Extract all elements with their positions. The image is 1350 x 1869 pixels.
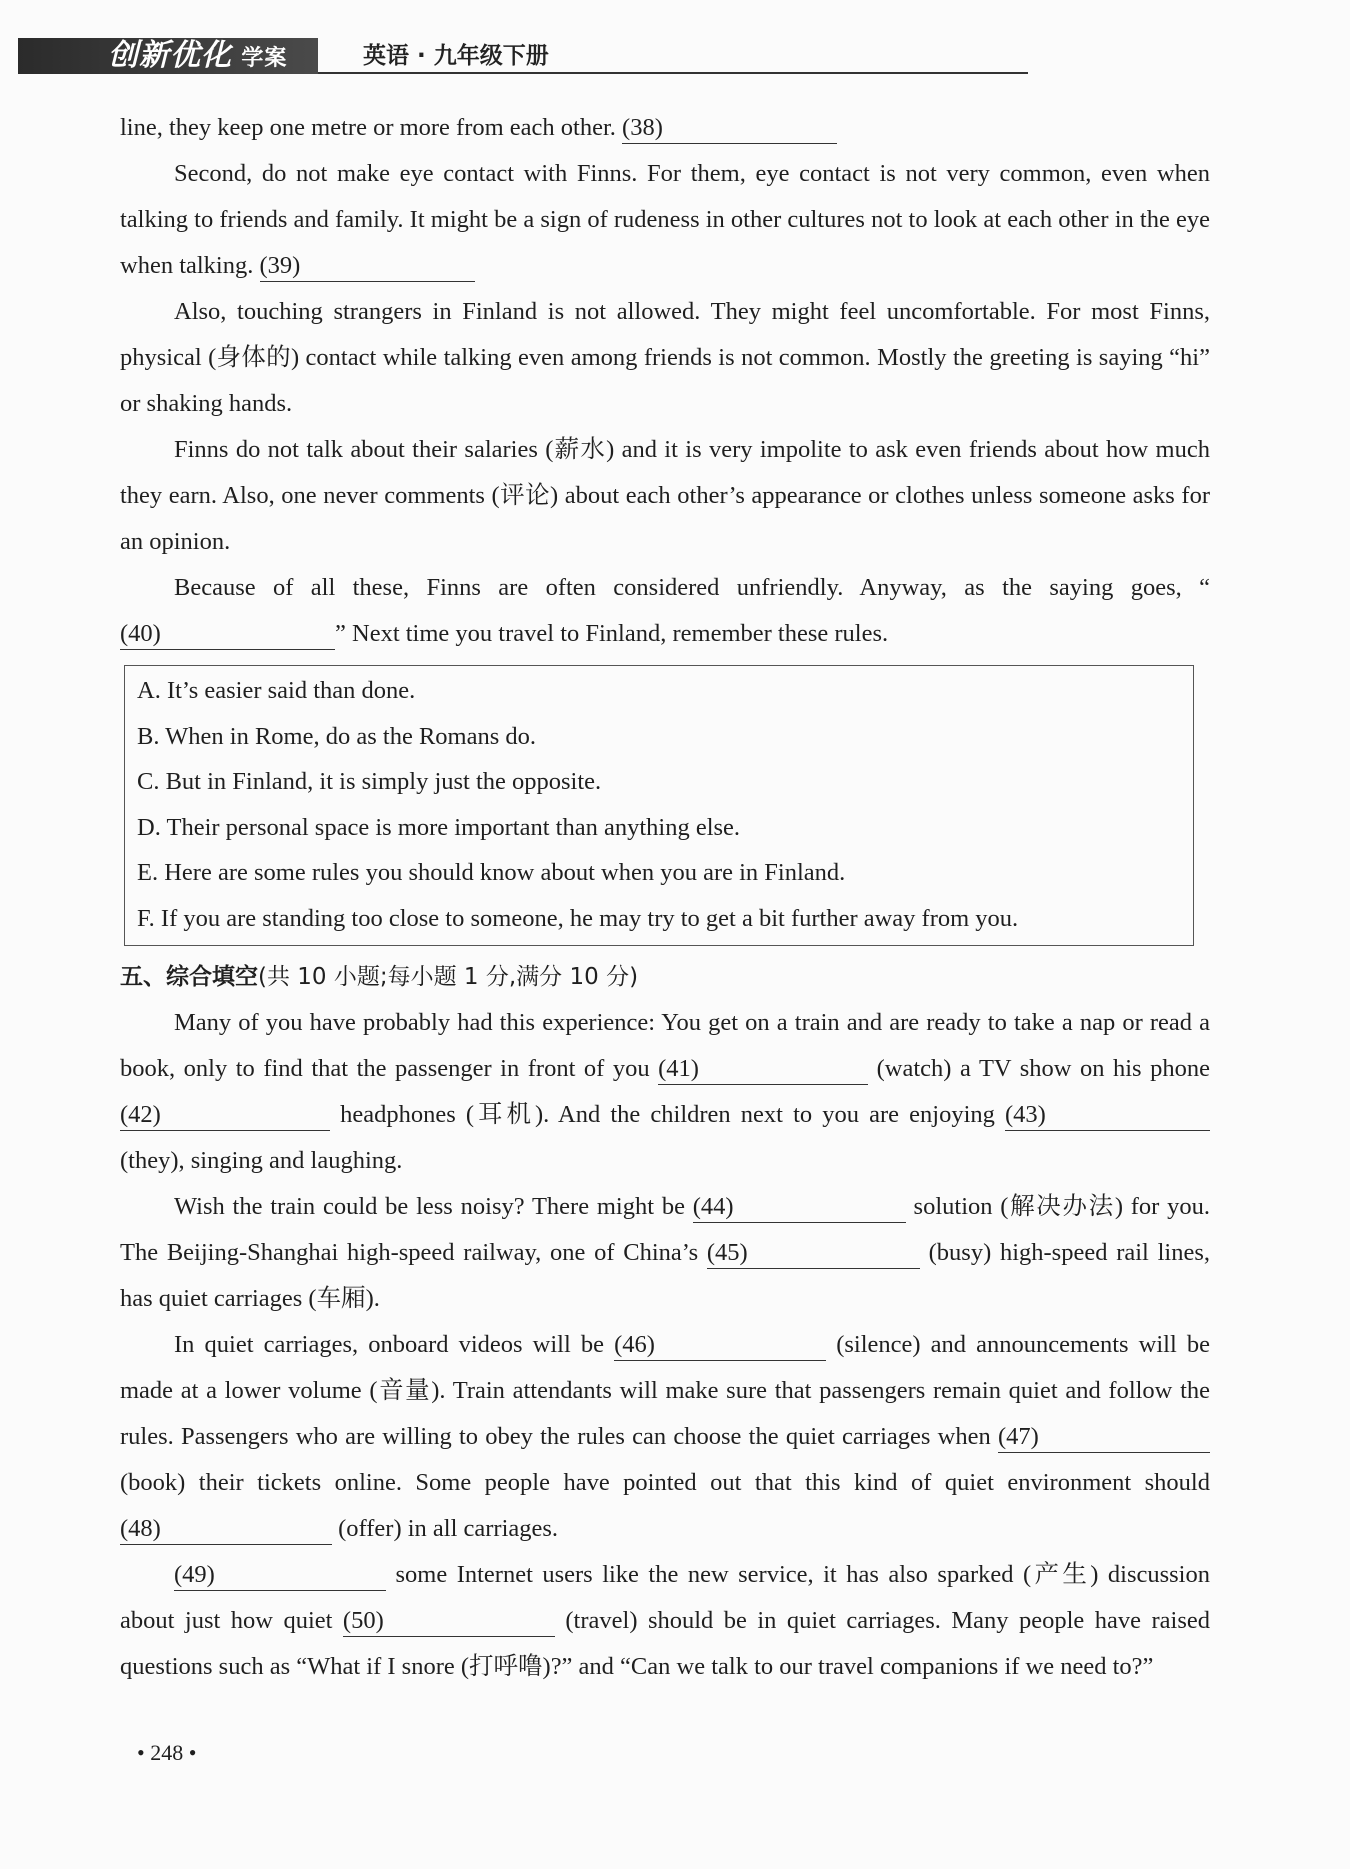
blank-41[interactable]: (41) — [658, 1054, 868, 1085]
paragraph-1: line, they keep one metre or more from each other. (38) — [120, 105, 1210, 151]
paragraph-2: Second, do not make eye contact with Finns. For them, eye contact is not very common, even when talking to friends and family. It might be a sign of rudeness in other cultures not to look at each other in the eye when talking. (39) — [120, 151, 1210, 289]
cloze-paragraph-4: (49) some Internet users like the new service, it has also sparked (产生) discussion about just how quiet (50) (travel) should be in quiet carriages. Many people have raised questions such as “What if I snore (打呼噜)?” and “Can we talk to our travel companions if we need to?” — [120, 1561, 1211, 1680]
blank-44[interactable]: (44) — [693, 1192, 906, 1223]
blank-46[interactable]: (46) — [614, 1330, 826, 1361]
cloze-paragraph-1: Many of you have probably had this experience: You get on a train and are ready to take a nap or read a book, only to find that the passenger in front of you (41) (watch) a TV show on his phone (42) headphones (耳机). And the children next to you are enjoying (43) (they), singing and laughing. — [120, 1009, 1210, 1174]
cloze-paragraph-2: Wish the train could be less noisy? There might be (44) solution (解决办法) for you. The Beijing-Shanghai high-speed railway, one of China’s (45) (busy) high-speed rail lines, has quiet carriages (车厢). — [120, 1193, 1211, 1312]
option-b: B. When in Rome, do as the Romans do. — [137, 722, 536, 750]
section-5-heading: 五、综合填空(共 10 小题;每小题 1 分,满分 10 分) — [120, 964, 639, 990]
option-d: D. Their personal space is more important than anything else. — [137, 813, 741, 841]
brand-main: 创新优化 — [108, 38, 232, 73]
options-box — [124, 665, 1194, 946]
cloze-paragraph-3: In quiet carriages, onboard videos will be (46) (silence) and announcements will be made at a lower volume (音量). Train attendants will make sure that passengers remain quiet and follow the rules. Passengers who are willing to obey the rules can choose the quiet carriages when (47) (book) their tickets online. Some people have pointed out that this kind of quiet environment should (48) (offer) in all carriages. — [120, 1322, 1210, 1552]
blank-48[interactable]: (48) — [120, 1514, 332, 1545]
blank-43[interactable]: (43) — [1005, 1100, 1210, 1131]
page-number: • 248 • — [137, 1740, 197, 1765]
brand-banner — [18, 38, 318, 74]
option-a: A. It’s easier said than done. — [137, 677, 416, 704]
option-c: C. But in Finland, it is simply just the opposite. — [137, 768, 602, 795]
blank-38[interactable]: (38) — [622, 113, 837, 144]
page-header — [18, 38, 1028, 74]
paragraph-3: Also, touching strangers in Finland is not allowed. They might feel uncomfortable. For most Finns, physical (身体的) contact while talking even among friends is not common. Mostly the greeting is saying “hi” or shaking hands. — [120, 298, 1210, 417]
blank-39[interactable]: (39) — [260, 251, 475, 282]
option-f: F. If you are standing too close to someone, he may try to get a bit further away from you. — [137, 904, 1019, 932]
blank-47[interactable]: (47) — [998, 1422, 1210, 1453]
option-e: E. Here are some rules you should know about when you are in Finland. — [137, 859, 846, 886]
book-title: 英语 · 九年级下册 — [363, 43, 549, 69]
blank-45[interactable]: (45) — [707, 1238, 920, 1269]
blank-50[interactable]: (50) — [343, 1606, 555, 1637]
blank-40[interactable]: (40) — [120, 619, 335, 650]
header-rule — [318, 72, 1028, 74]
paragraph-4: Finns do not talk about their salaries (薪水) and it is very impolite to ask even friends about how much they earn. Also, one never comments (评论) about each other’s appearance or clothes unless someone asks for an opinion. — [120, 436, 1210, 555]
blank-49[interactable]: (49) — [174, 1560, 386, 1591]
page-content — [120, 105, 1210, 1690]
paragraph-5: Because of all these, Finns are often considered unfriendly. Anyway, as the saying goes, “(40) ” Next time you travel to Finland, remember these rules. — [120, 565, 1210, 657]
blank-42[interactable]: (42) — [120, 1100, 330, 1131]
brand-sub: 学案 — [241, 46, 288, 71]
